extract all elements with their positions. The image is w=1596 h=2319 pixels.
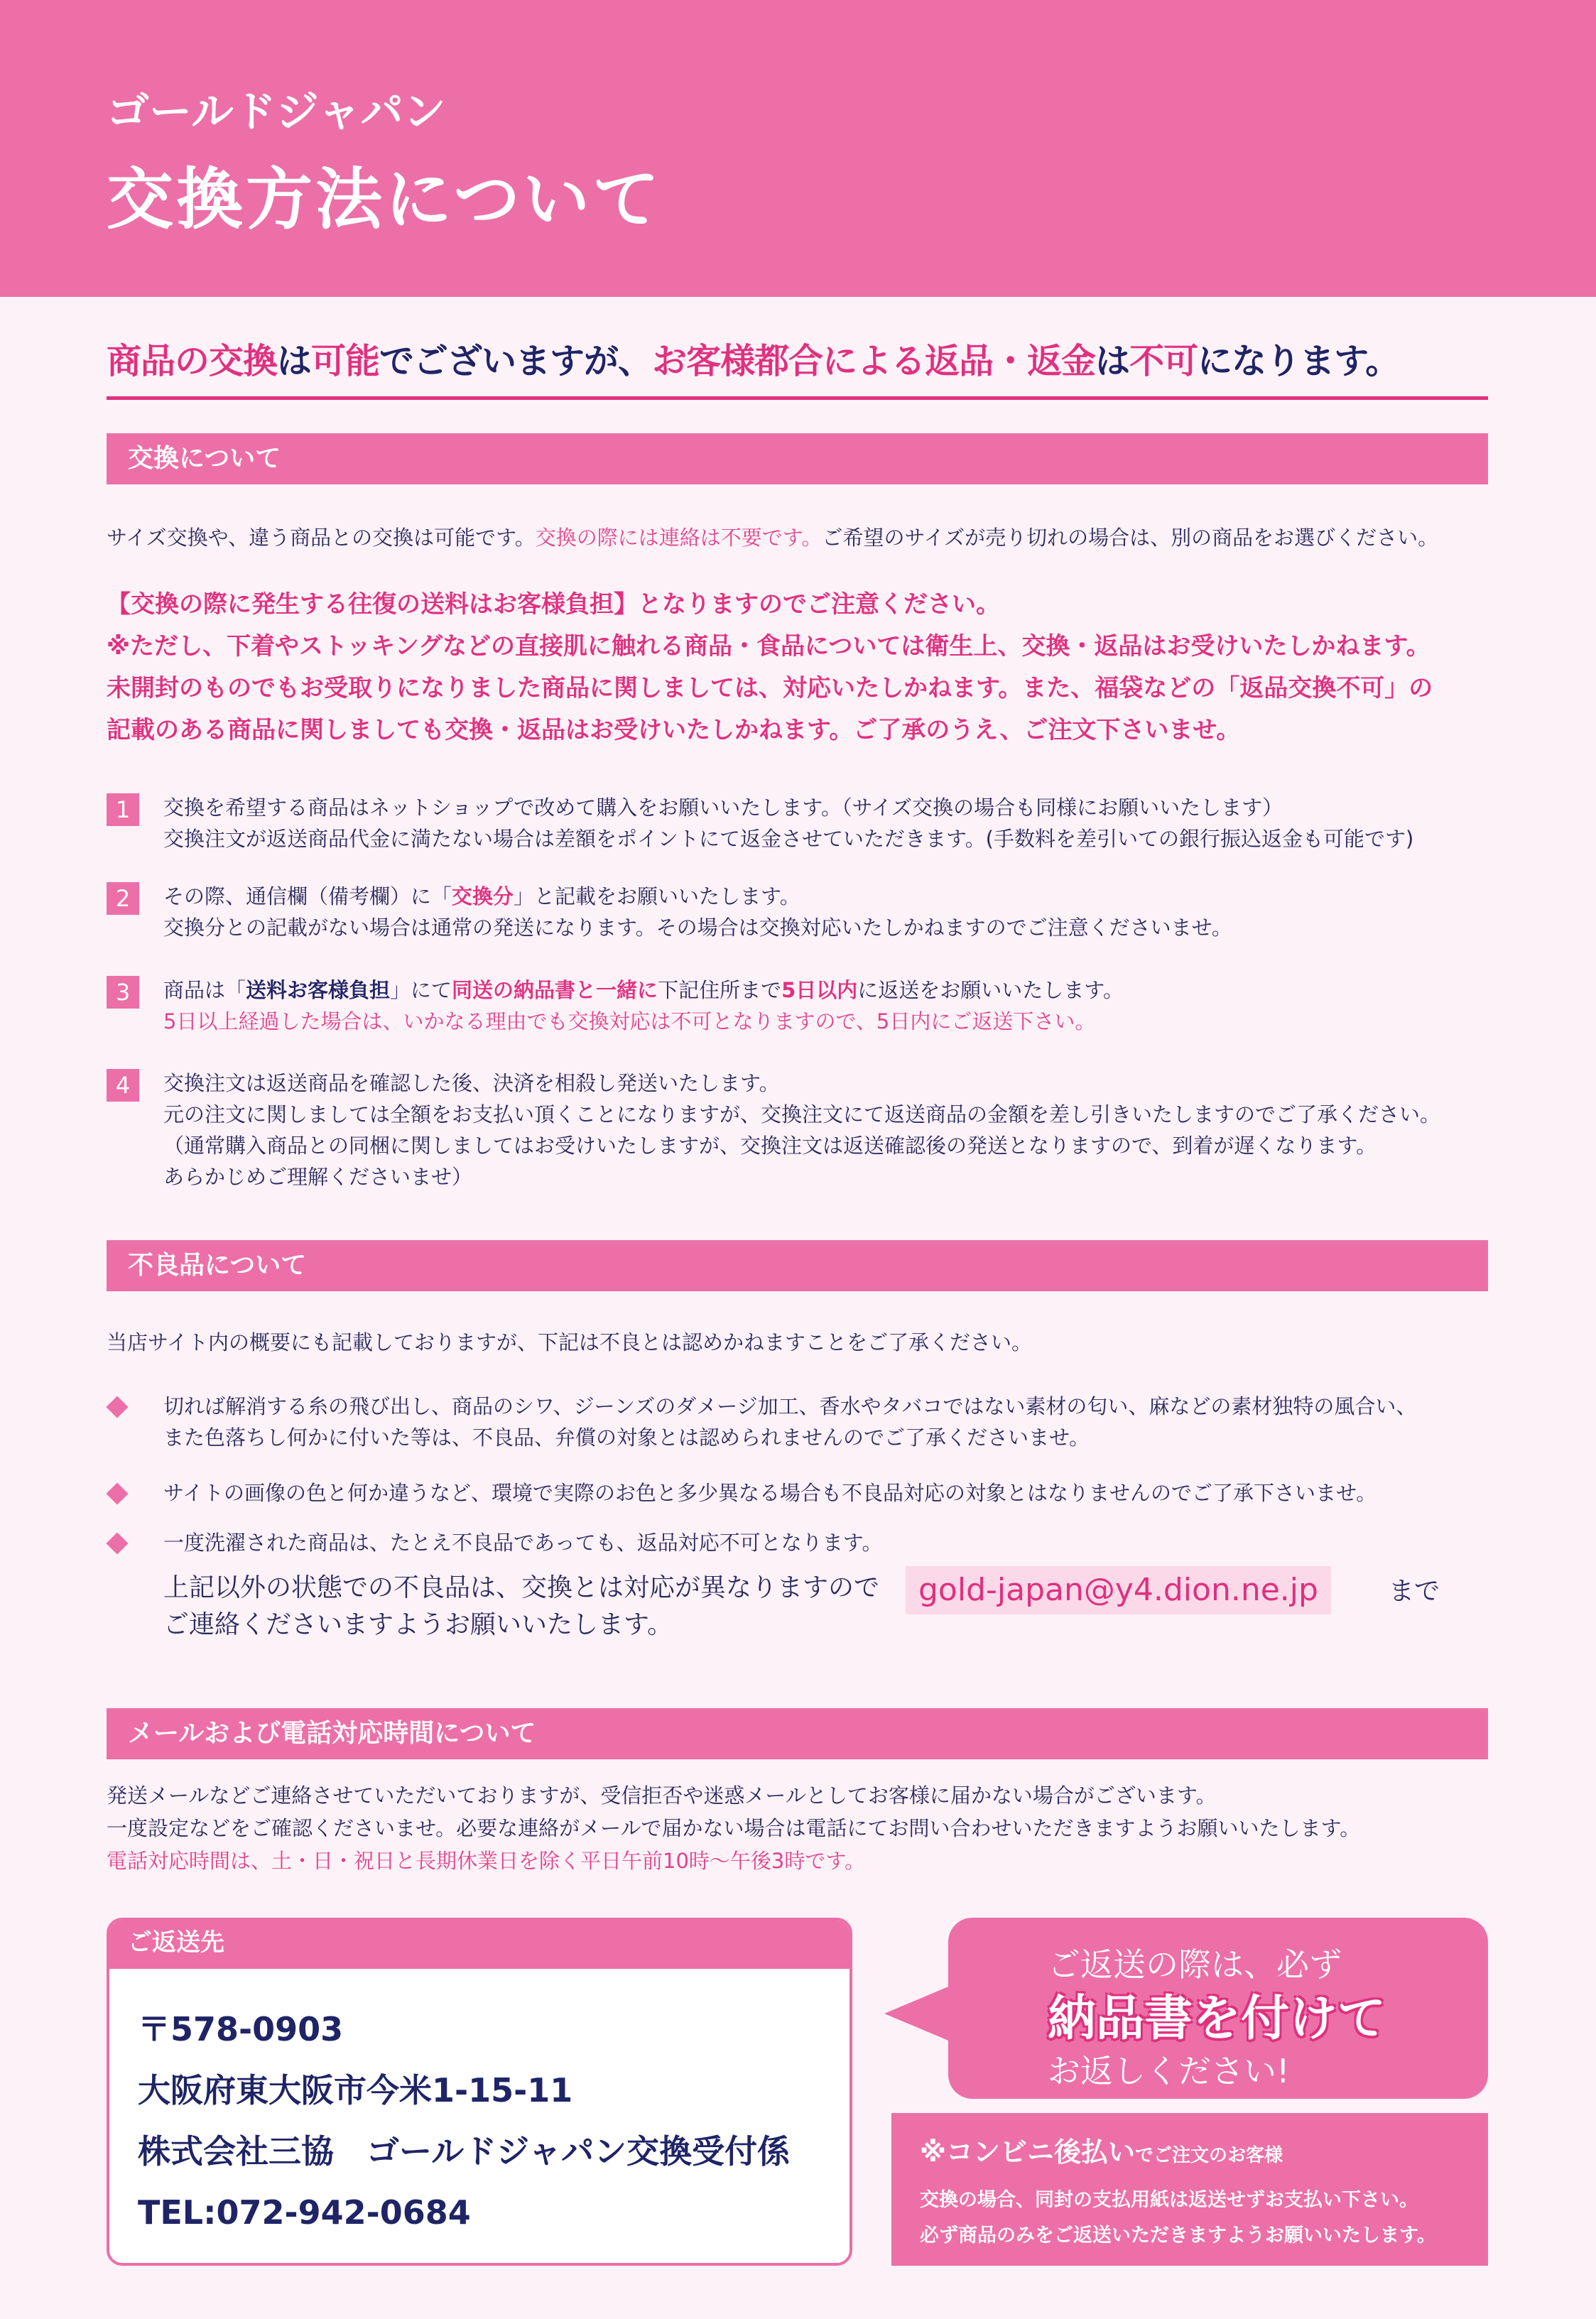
contact-line: ご連絡くださいますようお願いいたします。 <box>163 1610 673 1639</box>
lead-statement <box>107 334 1488 400</box>
address: 大阪府東大阪市今米1-15-11 <box>138 2071 573 2109</box>
company-name: 株式会社三協 ゴールドジャパン交換受付係 <box>138 2132 791 2171</box>
mail-line: 一度設定などをご確認くださいませ。必要な連絡がメールで届かない場合は電話にてお問い合わせいただきますようお願いいたします。 <box>107 1816 1361 1840</box>
bullet-text <box>163 1527 882 1558</box>
phone-number: TEL:072-942-0684 <box>138 2193 471 2232</box>
step-line: 5日以上経過した場合は、いかなる理由でも交換対応は不可となりますので、5日内にご返送下さい。 <box>163 1009 1096 1033</box>
exchange-intro-c: ご希望のサイズが売り切れの場合は、別の商品をお選びください。 <box>822 526 1439 550</box>
bullet-line: 一度洗濯された商品は、たとえ不良品であっても、返品対応不可となります。 <box>163 1531 883 1555</box>
reminder-bubble <box>948 1918 1488 2099</box>
convenience-line: 必ず商品のみをご返送いただきますようお願いいたします。 <box>920 2225 1436 2247</box>
lead-part: は <box>1095 341 1130 381</box>
return-address-box <box>107 1918 852 2266</box>
exchange-warnings <box>107 584 1433 751</box>
step-text <box>163 881 1232 943</box>
step-text-part: 同送の納品書と一緒に <box>452 978 658 1002</box>
convenience-title-main: ※コンビニ後払い <box>920 2136 1135 2168</box>
lead-part: 可能 <box>311 341 380 381</box>
step-text <box>163 792 1413 854</box>
step-line <box>163 974 1124 1006</box>
postal-code: 〒578-0903 <box>138 2010 344 2048</box>
lead-part: 不可 <box>1129 341 1198 381</box>
contact-suffix: まで <box>1389 1577 1440 1606</box>
section-heading-mail: メールおよび電話対応時間について <box>107 1708 1488 1759</box>
step-text-part: に返送をお願いいたします。 <box>857 978 1124 1002</box>
bullet-line: サイトの画像の色と何か違うなど、環境で実際のお色と多少異なる場合も不良品対応の対象とはなりませんのでご了承下さいませ。 <box>163 1481 1377 1505</box>
page-header <box>0 0 1596 297</box>
convenience-line: 交換の場合、同封の支払用紙は返送せずお支払い下さい。 <box>920 2189 1418 2211</box>
contact-line: 上記以外の状態での不良品は、交換とは対応が異なりますので <box>163 1573 880 1602</box>
lead-part: お客様都合による返品・返金 <box>652 341 1096 381</box>
step-line: 交換を希望する商品はネットショップで改めて購入をお願いいたします。（サイズ交換の場合も同様にお願いいたします） <box>163 795 1283 820</box>
mail-line: 発送メールなどご連絡させていただいておりますが、受信拒否や迷惑メールとしてお客様に届かない場合がございます。 <box>107 1783 1217 1808</box>
step-text-part: 」と記載をお願いいたします。 <box>514 884 800 908</box>
defects-intro: 当店サイト内の概要にも記載しておりますが、下記は不良とは認めかねますことをご了承ください。 <box>107 1330 1032 1354</box>
step-number: 2 <box>107 882 139 915</box>
mail-text <box>107 1779 1360 1877</box>
return-address-title: ご返送先 <box>109 1921 849 1969</box>
bullet-text <box>163 1391 1416 1453</box>
warning-line: 未開封のものでもお受取りになりました商品に関しましては、対応いたしかねます。また、福袋などの「返品交換不可」の <box>107 674 1433 702</box>
mail-line: 電話対応時間は、土・日・祝日と長期休業日を除く平日午前10時〜午後3時です。 <box>107 1849 866 1873</box>
convenience-title <box>920 2130 1283 2169</box>
step-number: 1 <box>107 793 139 826</box>
diamond-bullet-icon <box>106 1532 128 1554</box>
bubble-line: お返しください! <box>1048 2052 1290 2090</box>
diamond-bullet-icon <box>106 1482 128 1504</box>
page-title: 交換方法について <box>107 161 663 239</box>
warning-line: 記載のある商品に関しましても交換・返品はお受けいたしかねます。ご了承のうえ、ご注文下さいませ。 <box>107 716 1241 744</box>
convenience-payment-note <box>891 2113 1488 2266</box>
step-text-part: 5日以内 <box>781 978 858 1002</box>
lead-part: は <box>277 341 312 381</box>
step-text-part: その際、通信欄（備考欄）に「 <box>163 884 452 908</box>
section-heading-defects: 不良品について <box>107 1240 1488 1291</box>
lead-part: 商品の交換 <box>107 341 278 381</box>
step-text <box>163 974 1124 1037</box>
exchange-intro-b: 交換の際には連絡は不要です。 <box>535 526 823 550</box>
contact-email-link[interactable]: gold-japan@y4.dion.ne.jp <box>906 1566 1331 1614</box>
lead-part: になります。 <box>1198 341 1400 381</box>
return-address-lines <box>138 1999 790 2243</box>
step-text-part: 」にて <box>390 978 452 1002</box>
step-text-part: 商品は「 <box>163 978 246 1002</box>
bubble-tail <box>884 1985 952 2042</box>
exchange-intro-a: サイズ交換や、違う商品との交換は可能です。 <box>107 526 536 550</box>
bullet-line: 切れば解消する糸の飛び出し、商品のシワ、ジーンズのダメージ加工、香水やタバコではない素材の匂い、麻などの素材独特の風合い、 <box>163 1394 1417 1418</box>
step-text-part: 送料お客様負担 <box>246 978 391 1002</box>
warning-line: ※ただし、下着やストッキングなどの直接肌に触れる商品・食品については衛生上、交換・返品はお受けいたしかねます。 <box>107 632 1431 661</box>
step-line: 交換分との記載がない場合は通常の発送になります。その場合は交換対応いたしかねますのでご注意くださいませ。 <box>163 916 1232 940</box>
bullet-text <box>163 1477 1377 1509</box>
step-line: 元の注文に関しましては全額をお支払い頂くことになりますが、交換注文にて返送商品の金額を差し引きいたしますのでご了承ください。 <box>163 1102 1441 1126</box>
diamond-bullet-icon <box>106 1396 128 1418</box>
brand-subtitle: ゴールドジャパン <box>107 87 446 137</box>
step-line <box>163 881 1232 912</box>
step-line: 交換注文は返送商品を確認した後、決済を相殺し発送いたします。 <box>163 1071 780 1095</box>
step-line: （通常購入商品との同梱に関しましてはお受けいたしますが、交換注文は返送確認後の発送となりますので、到着が遅くなります。 <box>163 1134 1377 1158</box>
step-number: 3 <box>107 976 139 1009</box>
step-line: 交換注文が返送商品代金に満たない場合は差額をポイントにて返金させていただきます。(手数料を差引いての銀行振込返金も可能です) <box>163 827 1414 851</box>
convenience-title-small: でご注文のお客様 <box>1134 2145 1283 2166</box>
lead-part: でございますが、 <box>379 341 653 381</box>
step-text <box>163 1068 1440 1193</box>
exchange-intro <box>107 522 1438 553</box>
step-text-part: 交換分 <box>452 884 514 908</box>
section-heading-exchange: 交換について <box>107 433 1488 484</box>
bubble-emphasis: 納品書を付けて <box>1048 1991 1386 2047</box>
bullet-line: また色落ちし何かに付いた等は、不良品、弁償の対象とは認められませんのでご了承くださいませ。 <box>163 1425 1090 1450</box>
step-text-part: 下記住所まで <box>658 978 782 1002</box>
bubble-line: ご返送の際は、必ず <box>1048 1945 1342 1984</box>
warning-line: 【交換の際に発生する往復の送料はお客様負担】となりますのでご注意ください。 <box>107 590 1000 619</box>
defect-contact-text <box>163 1570 879 1644</box>
step-number: 4 <box>107 1069 139 1102</box>
step-line: あらかじめご理解くださいませ） <box>163 1165 473 1189</box>
